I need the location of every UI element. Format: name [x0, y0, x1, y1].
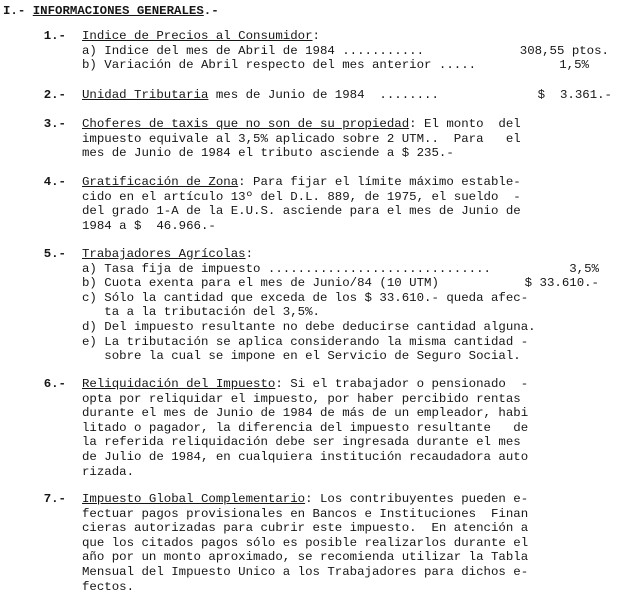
section-heading-line	[82, 29, 609, 44]
item-lead: a) Indice del mes de Abril de 1984 ...........	[82, 43, 425, 58]
text-line: la referida reliquidación debe ser ingresada durante el mes	[82, 435, 521, 450]
text-line: Mensual del Impuesto Unico a los Trabajadores para dichos e-	[82, 564, 529, 579]
text-line: cieras autorizadas para cubrir este impuesto. En atención a	[82, 521, 529, 536]
item-value: $ 33.610.-	[524, 276, 599, 291]
item-line	[82, 276, 609, 291]
text-line: ta a la tributación del 3,5%.	[82, 305, 320, 320]
section-body	[82, 88, 612, 103]
text-line: sobre la cual se impone en el Servicio de Seguro Social.	[82, 349, 521, 364]
section-heading-line	[82, 175, 612, 190]
text-line: fectuar pagos provisionales en Bancos e Instituciones Finan	[82, 506, 529, 521]
text-line: c) Sólo la cantidad que exceda de los $ 33.610.- queda afec-	[82, 290, 529, 305]
section-body	[82, 377, 612, 479]
text-line: : Si el trabajador o pensionado -	[275, 377, 529, 391]
section-body	[82, 492, 612, 594]
text-line: opta por reliquidar el impuesto, por haber percibido rentas	[82, 391, 521, 406]
section-heading-line	[82, 117, 612, 132]
text-line: : Para fijar el límite máximo estable-	[238, 175, 521, 189]
title-text: INFORMACIONES GENERALES	[32, 4, 204, 18]
text-line: litado o pagador, la diferencia del impuesto resultante de	[82, 420, 529, 435]
item-line	[82, 58, 609, 73]
section-number: 6.-	[43, 377, 66, 391]
text-line: d) Del impuesto resultante no debe deducirse cantidad alguna.	[82, 319, 536, 334]
section-body	[82, 247, 609, 364]
item-value: 308,55 ptos.	[519, 43, 609, 58]
document-title	[3, 4, 219, 19]
section-body	[82, 117, 612, 161]
section-heading: Gratificación de Zona	[82, 175, 239, 189]
text-line: rizada.	[82, 464, 135, 479]
section-body	[82, 175, 612, 233]
item-lead: a) Tasa fija de impuesto ..............................	[82, 261, 491, 276]
text-line: año por un monto aproximado, se recomienda utilizar la Tabla	[82, 550, 529, 565]
section-heading-line	[82, 492, 612, 507]
section-rest: mes de Junio de 1984 ........	[208, 88, 439, 102]
heading-tail: :	[245, 247, 254, 261]
text-line: : El monto del	[409, 117, 521, 131]
title-tail: .-	[203, 4, 219, 18]
text-line: fectos.	[82, 579, 135, 594]
section-heading: Reliquidación del Impuesto	[82, 377, 276, 391]
section-value: $ 3.361.-	[537, 88, 612, 102]
section-heading: Choferes de taxis que no son de su propiedad	[82, 117, 410, 131]
section-heading: Unidad Tributaria	[82, 88, 209, 102]
section-number: 4.-	[43, 175, 66, 189]
text-line: durante el mes de Junio de 1984 de más de un empleador, habi	[82, 406, 529, 421]
item-lead: b) Variación de Abril respecto del mes anterior .....	[82, 58, 477, 73]
section-heading: Trabajadores Agrícolas	[82, 247, 246, 261]
text-line: impuesto equivale al 3,5% aplicado sobre 2 UTM.. Para el	[82, 131, 521, 146]
text-line: de Julio de 1984, en cualquiera institución recaudadora auto	[82, 449, 529, 464]
text-line: del grado 1-A de la E.U.S. asciende para el mes de Junio de	[82, 204, 521, 219]
item-line	[82, 44, 609, 59]
section-body	[82, 29, 609, 73]
title-numeral: I.-	[3, 4, 26, 18]
section-heading: Indice de Precios al Consumidor	[82, 29, 313, 43]
section-heading: Impuesto Global Complementario	[82, 492, 306, 506]
heading-tail: :	[312, 29, 320, 43]
text-line: : Los contribuyentes pueden e-	[305, 492, 529, 506]
section-heading-line	[82, 377, 612, 392]
item-value: 3,5%	[569, 261, 599, 276]
text-line: mes de Junio de 1984 el tributo asciende a $ 235.-	[82, 146, 454, 161]
section-number: 7.-	[43, 492, 66, 506]
section-number: 5.-	[43, 247, 66, 261]
text-line: 1984 a $ 46.966.-	[82, 218, 216, 233]
section-heading-line	[82, 247, 609, 262]
item-line	[82, 262, 609, 277]
item-lead: b) Cuota exenta para el mes de Junio/84 (10 UTM)	[82, 276, 439, 291]
section-heading-line	[82, 88, 612, 103]
section-number: 3.-	[43, 117, 66, 131]
section-number: 2.-	[43, 88, 66, 102]
text-line: e) La tributación se aplica considerando la misma cantidad -	[82, 334, 529, 349]
text-line: que los citados pagos sólo es posible realizarlos durante el	[82, 535, 529, 550]
item-value: 1,5%	[559, 58, 589, 73]
text-line: cido en el artículo 13º del D.L. 889, de 1975, el sueldo -	[82, 189, 521, 204]
section-number: 1.-	[43, 29, 66, 43]
